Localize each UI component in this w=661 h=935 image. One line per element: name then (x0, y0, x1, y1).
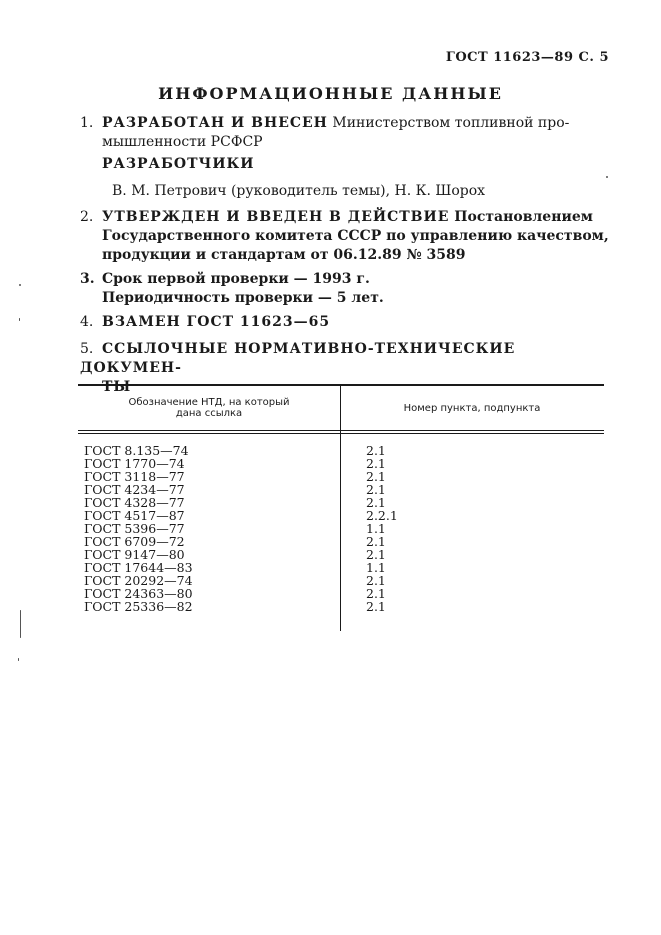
developers-names-block (80, 182, 610, 201)
gost-designation: ГОСТ 6709—72 (84, 534, 185, 549)
scan-speck (19, 318, 20, 321)
document-title: ИНФОРМАЦИОННЫЕ ДАННЫЕ (158, 84, 503, 103)
section-number: 5. (80, 341, 94, 357)
table-row (78, 600, 604, 613)
section-text: Постановлением (449, 209, 593, 225)
gost-designation: ГОСТ 4517—87 (84, 508, 185, 523)
gost-designation: ГОСТ 8.135—74 (84, 443, 189, 458)
section-text: Министерством топливной про- (327, 115, 570, 131)
section-number: 4. (80, 314, 94, 330)
section-heading: УТВЕРЖДЕН И ВВЕДЕН В ДЕЙСТВИЕ (102, 209, 450, 225)
first-review-text: Срок первой проверки — 1993 г. (102, 271, 370, 287)
section-developed-by (80, 114, 610, 152)
item-number: 2.2.1 (366, 508, 398, 523)
gost-designation: ГОСТ 25336—82 (84, 599, 193, 614)
gost-designation: ГОСТ 5396—77 (84, 521, 185, 536)
section-2-line-2: Государственного комитета СССР по управлению качеством, (102, 228, 609, 244)
scan-speck (606, 176, 608, 178)
gost-designation: ГОСТ 17644—83 (84, 560, 193, 575)
gost-designation: ГОСТ 4328—77 (84, 495, 185, 510)
section-1-line-2: мышленности РСФСР (102, 134, 263, 150)
section-5-line-2: ТЫ (102, 379, 132, 395)
gost-designation: ГОСТ 20292—74 (84, 573, 193, 588)
scan-speck (19, 284, 21, 286)
item-number: 2.1 (366, 547, 386, 562)
item-number: 2.1 (366, 469, 386, 484)
section-replaces (80, 313, 610, 332)
item-number: 2.1 (366, 482, 386, 497)
gost-designation: ГОСТ 1770—74 (84, 456, 185, 471)
section-3-line-1 (80, 270, 610, 289)
section-2-line-3: продукции и стандартам от 06.12.89 № 3589 (102, 247, 466, 263)
table-top-rule (78, 384, 604, 386)
header-line-1: Обозначение НТД, на который (128, 397, 290, 408)
table-header-rule (78, 430, 604, 434)
item-number: 1.1 (366, 560, 386, 575)
item-number: 2.1 (366, 495, 386, 510)
item-number: 2.1 (366, 599, 386, 614)
gost-designation: ГОСТ 4234—77 (84, 482, 185, 497)
item-number: 1.1 (366, 521, 386, 536)
section-number: 1. (80, 115, 94, 131)
header-line-2: дана ссылка (175, 408, 243, 419)
section-heading: ВЗАМЕН ГОСТ 11623—65 (102, 314, 331, 330)
section-4-line (80, 313, 610, 332)
gost-designation: ГОСТ 24363—80 (84, 586, 193, 601)
item-number: 2.1 (366, 456, 386, 471)
item-number: 2.1 (366, 573, 386, 588)
section-1-line-1 (80, 114, 610, 133)
page-header: ГОСТ 11623—89 С. 5 (445, 50, 609, 65)
item-number: 2.1 (366, 443, 386, 458)
item-number: 2.1 (366, 534, 386, 549)
scan-speck (20, 610, 21, 638)
developers-block (80, 155, 610, 174)
item-number: 2.1 (366, 586, 386, 601)
gost-designation: ГОСТ 3118—77 (84, 469, 185, 484)
section-5-line-1 (80, 340, 610, 378)
references-table (78, 384, 604, 634)
section-number: 3. (80, 271, 95, 287)
section-number: 2. (80, 209, 94, 225)
section-2-line-1 (80, 208, 610, 227)
section-approved (80, 208, 610, 265)
table-body (78, 444, 604, 613)
scan-speck (18, 658, 19, 661)
table-header-designation (78, 397, 340, 419)
gost-designation: ГОСТ 9147—80 (84, 547, 185, 562)
section-heading: ССЫЛОЧНЫЕ НОРМАТИВНО-ТЕХНИЧЕСКИЕ ДОКУМЕН- (80, 341, 516, 376)
developers-heading: РАЗРАБОТЧИКИ (102, 156, 255, 172)
review-period-text: Периодичность проверки — 5 лет. (102, 290, 384, 306)
section-heading: РАЗРАБОТАН И ВНЕСЕН (102, 115, 328, 131)
section-review (80, 270, 610, 308)
table-header-item-number: Номер пункта, подпункта (403, 403, 541, 414)
developers-names: В. М. Петрович (руководитель темы), Н. К. Шорох (112, 183, 486, 199)
